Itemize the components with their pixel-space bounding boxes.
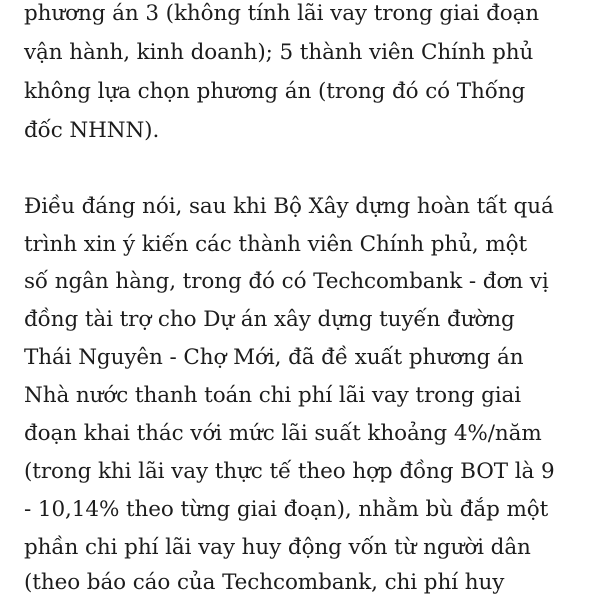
paragraph-2-line: Thái Nguyên - Chợ Mới, đã đề xuất phương án (24, 345, 524, 370)
paragraph-2-line: đồng tài trợ cho Dự án xây dựng tuyến đường (24, 307, 515, 332)
paragraph-2-line: (trong khi lãi vay thực tế theo hợp đồng BOT là 9 (24, 459, 555, 484)
paragraph-2-line: trình xin ý kiến các thành viên Chính phủ, một (24, 232, 527, 257)
paragraph-2-line: số ngân hàng, trong đó có Techcombank - đơn vị (24, 269, 549, 294)
paragraph-1-line: không lựa chọn phương án (trong đó có Thống (24, 79, 526, 104)
paragraph-2-line: (theo báo cáo của Techcombank, chi phí huy (24, 570, 505, 595)
paragraph-2-line: đoạn khai thác với mức lãi suất khoảng 4%/năm (24, 421, 542, 446)
paragraph-2-line: - 10,14% theo từng giai đoạn), nhằm bù đắp một (24, 497, 549, 522)
paragraph-2-line: Điều đáng nói, sau khi Bộ Xây dựng hoàn tất quá (24, 194, 554, 219)
paragraph-1-line: vận hành, kinh doanh); 5 thành viên Chính phủ (24, 40, 534, 65)
paragraph-1-line: phương án 3 (không tính lãi vay trong giai đoạn (24, 1, 540, 26)
paragraph-2-line: phần chi phí lãi vay huy động vốn từ người dân (24, 535, 531, 560)
paragraph-2-line: Nhà nước thanh toán chi phí lãi vay trong giai (24, 383, 522, 408)
paragraph-1-line: đốc NHNN). (24, 118, 160, 143)
